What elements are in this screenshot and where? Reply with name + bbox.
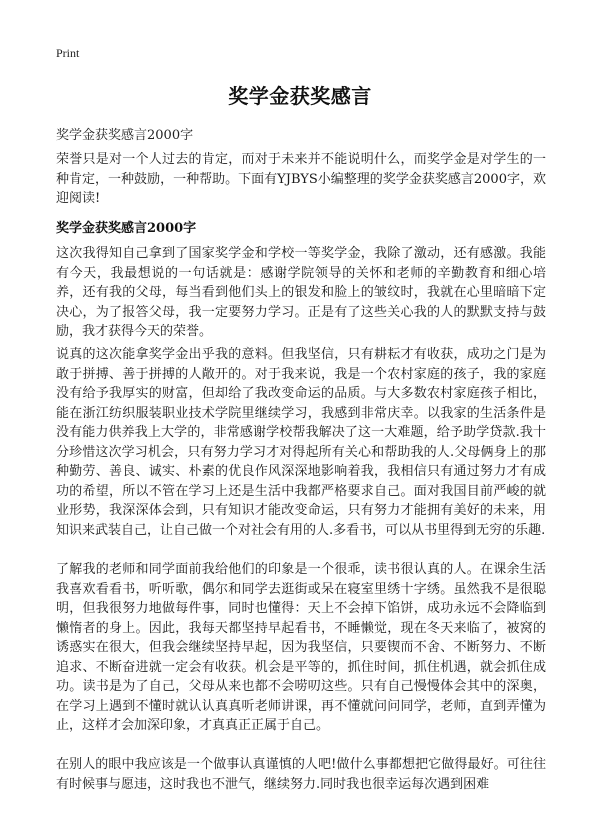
- page-title: 奖学金获奖感言: [228, 84, 372, 108]
- section-heading: 奖学金获奖感言2000字: [56, 221, 197, 236]
- body-paragraph: 说真的这次能拿奖学金出乎我的意料。但我坚信，只有耕耘才有收获，成功之门是为敢于拼搏、善于拼搏的人敞开的。对于我来说，我是一个农村家庭的孩子，我的家庭没有给予我厚实的财富，但却给了我改变命运的品质。与大多数农村家庭孩子相比，能在浙江纺织服装职业技术学院里继续学习，我感到非常庆幸。以我家的生活条件是没有能力供养我上大学的，非常感谢学校帮我解决了这一大难题，给予助学贷款.我十分珍惜这次学习机会，只有努力学习才对得起所有关心和帮助我的人.父母俩身上的那种勤劳、善良、诚实、朴素的优良作风深深地影响着我，我相信只有通过努力才有成功的希望，所以不管在学习上还是生活中我都严格要求自己。面对我国目前严峻的就业形势，我深深体会到，只有知识才能改变命运，只有努力才能拥有美好的未来，用知识来武装自己，让自己做一个对社会有用的人.多看书，可以从书里得到无穷的乐趣.: [56, 347, 546, 538]
- body-paragraph: 这次我得知自己拿到了国家奖学金和学校一等奖学金，我除了激动，还有感激。我能有今天，我最想说的一句话就是：感谢学院领导的关怀和老师的辛勤教育和细心培养，还有我的父母，每当看到他们头上的银发和脸上的皱纹时，我就在心里暗暗下定决心，为了报答父母，我一定要努力学习。正是有了这些关心我的人的默默支持与鼓励，我才获得今天的荣誉。: [56, 246, 546, 339]
- body-paragraph: 了解我的老师和同学面前我给他们的印象是一个很乖，读书很认真的人。在课余生活我喜欢看看书，听听歌，偶尔和同学去逛街或呆在寝室里绣十字绣。虽然我不是很聪明，但我很努力地做每件事，同时也懂得：天上不会掉下馅饼，成功永远不会降临到懒惰者的身上。因此，我每天都坚持早起看书，不睡懒觉，现在冬天来临了，被窝的诱惑实在很大，但我会继续坚持早起，因为我坚信，只要锲而不舍、不断努力、不断追求、不断奋进就一定会有收获。机会是平等的，抓住时间，抓住机遇，就会抓住成功。读书是为了自己，父母从来也都不会唠叨这些。只有自己慢慢体会其中的深奥，在学习上遇到不懂时就认认真真听老师讲课，再不懂就问问同学，老师，直到弄懂为止，这样才会加深印象，才真真正正属于自己。: [56, 562, 546, 733]
- print-label: Print: [56, 46, 80, 60]
- intro-paragraph: 荣誉只是对一个人过去的肯定，而对于未来并不能说明什么，而奖学金是对学生的一种肯定，一种鼓励，一种帮助。下面有YJBYS小编整理的奖学金获奖感言2000字，欢迎阅读!: [56, 152, 546, 206]
- body-paragraph: 在别人的眼中我应该是一个做事认真谨慎的人吧!做什么事都想把它做得最好。可往往有时候事与愿违，这时我也不泄气，继续努力.同时我也很幸运每次遇到困难: [56, 757, 546, 792]
- subtitle-line: 奖学金获奖感言2000字: [56, 128, 194, 143]
